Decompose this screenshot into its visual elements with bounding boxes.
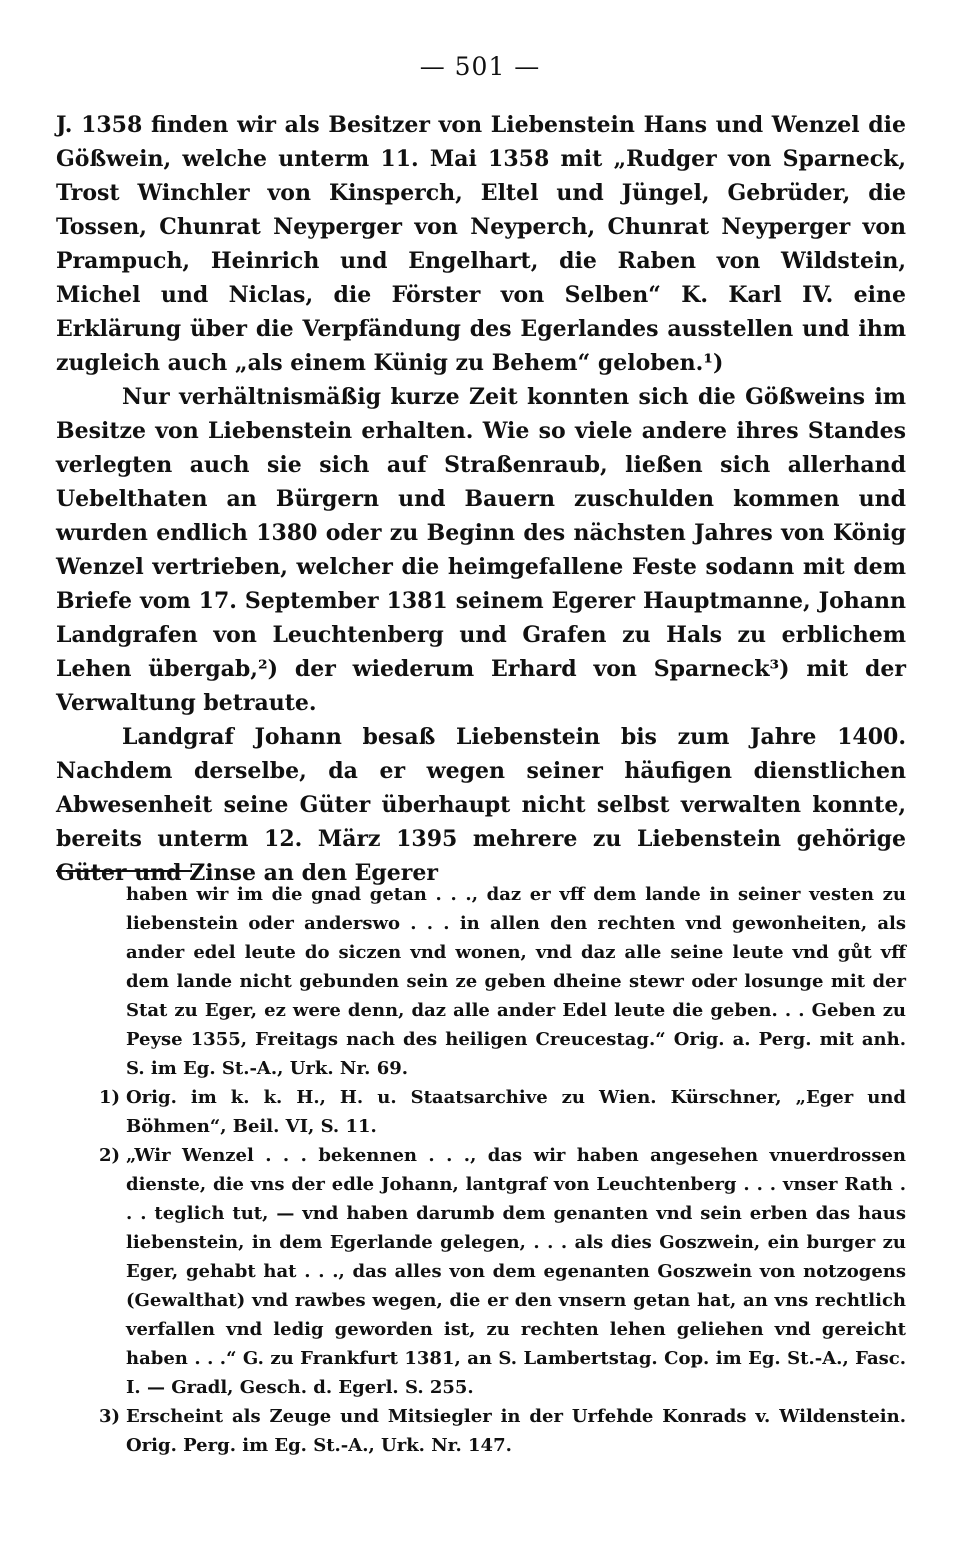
footnote-number: 1) <box>98 1087 120 1108</box>
footnote-continuation: haben wir im die gnad getan . . ., daz er vff dem lande in seiner vesten zu liebenstein oder anderswo . . . in allen den rechten vnd gewonheiten, als ander edel leute do siczen vnd wonen, vnd daz alle seine leute vnd gůt vff dem lande nicht gebunden sein ze geben dheine stewr oder losunge mit der Stat zu Eger, ez were denn, daz alle ander Edel leute die geben. . . Geben zu Peyse 1355, Freitags nach des heiligen Creucestag.“ Orig. a. Perg. mit anh. S. im Eg. St.-A., Urk. Nr. 69. <box>126 884 906 1079</box>
main-text <box>56 108 906 890</box>
footnote-text: Erscheint als Zeuge und Mitsiegler in der Urfehde Konrads v. Wildenstein. Orig. Perg. im Eg. St.-A., Urk. Nr. 147. <box>126 1406 906 1456</box>
footnote-text: „Wir Wenzel . . . bekennen . . ., das wir haben angesehen vnuerdrossen dienste, die vns der edle Johann, lantgraf von Leuchtenberg . . . vnser Rath . . . teglich tut, — vnd haben darumb dem genanten vnd sein erben das haus liebenstein, in dem Egerlande gelegen, . . . als dies Goszwein, ein burger zu Eger, gehabt hat . . ., das alles von dem egenanten Goszwein von notzogens (Gewalthat) vnd rawbes wegen, die er den vnsern getan hat, an vns rechtlich verfallen vnd ledig geworden ist, zu rechten lehen geliehen vnd gereicht haben . . .“ G. zu Frankfurt 1381, an S. Lambertstag. Cop. im Eg. St.-A., Fasc. I. — Gradl, Gesch. d. Egerl. S. 255. <box>126 1145 906 1398</box>
footnote-3 <box>56 1402 906 1460</box>
paragraph-1: J. 1358 finden wir als Besitzer von Liebenstein Hans und Wenzel die Gößwein, welche unterm 11. Mai 1358 mit „Rudger von Sparneck, Trost Winchler von Kinsperch, Eltel und Jüngel, Gebrüder, die Tossen, Chunrat Neyperger von Neyperch, Chunrat Neyperger von Prampuch, Heinrich und Engelhart, die Raben von Wildstein, Michel und Niclas, die Förster von Selben“ K. Karl IV. eine Erklärung über die Verpfändung des Egerlandes ausstellen und ihm zugleich auch „als einem Künig zu Behem“ geloben.¹) <box>56 112 906 376</box>
footnote-1 <box>56 1083 906 1141</box>
footnote-2 <box>56 1141 906 1402</box>
footnote-separator <box>56 870 192 872</box>
page-number: — 501 — <box>419 52 541 81</box>
footnotes <box>56 880 906 1460</box>
paragraph-2: Nur verhältnismäßig kurze Zeit konnten sich die Gößweins im Besitze von Liebenstein erhalten. Wie so viele andere ihres Standes verlegten auch sie sich auf Straßenraub, ließen sich allerhand Uebelthaten an Bürgern und Bauern zuschulden kommen und wurden endlich 1380 oder zu Beginn des nächsten Jahres von König Wenzel vertrieben, welcher die heimgefallene Feste sodann mit dem Briefe vom 17. September 1381 seinem Egerer Hauptmanne, Johann Landgrafen von Leuchtenberg und Grafen zu Hals zu erblichem Lehen übergab,²) der wiederum Erhard von Sparneck³) mit der Verwaltung betraute. <box>56 384 906 716</box>
paragraph-3: Landgraf Johann besaß Liebenstein bis zum Jahre 1400. Nachdem derselbe, da er wegen seiner häufigen dienstlichen Abwesenheit seine Güter überhaupt nicht selbst verwalten konnte, bereits unterm 12. März 1395 mehrere zu Liebenstein gehörige Güter und Zinse an den Egerer <box>56 724 906 886</box>
footnote-text: Orig. im k. k. H., H. u. Staatsarchive zu Wien. Kürschner, „Eger und Böhmen“, Beil. VI, S. 11. <box>126 1087 906 1137</box>
footnote-number: 3) <box>98 1406 120 1427</box>
footnote-number: 2) <box>98 1145 120 1166</box>
